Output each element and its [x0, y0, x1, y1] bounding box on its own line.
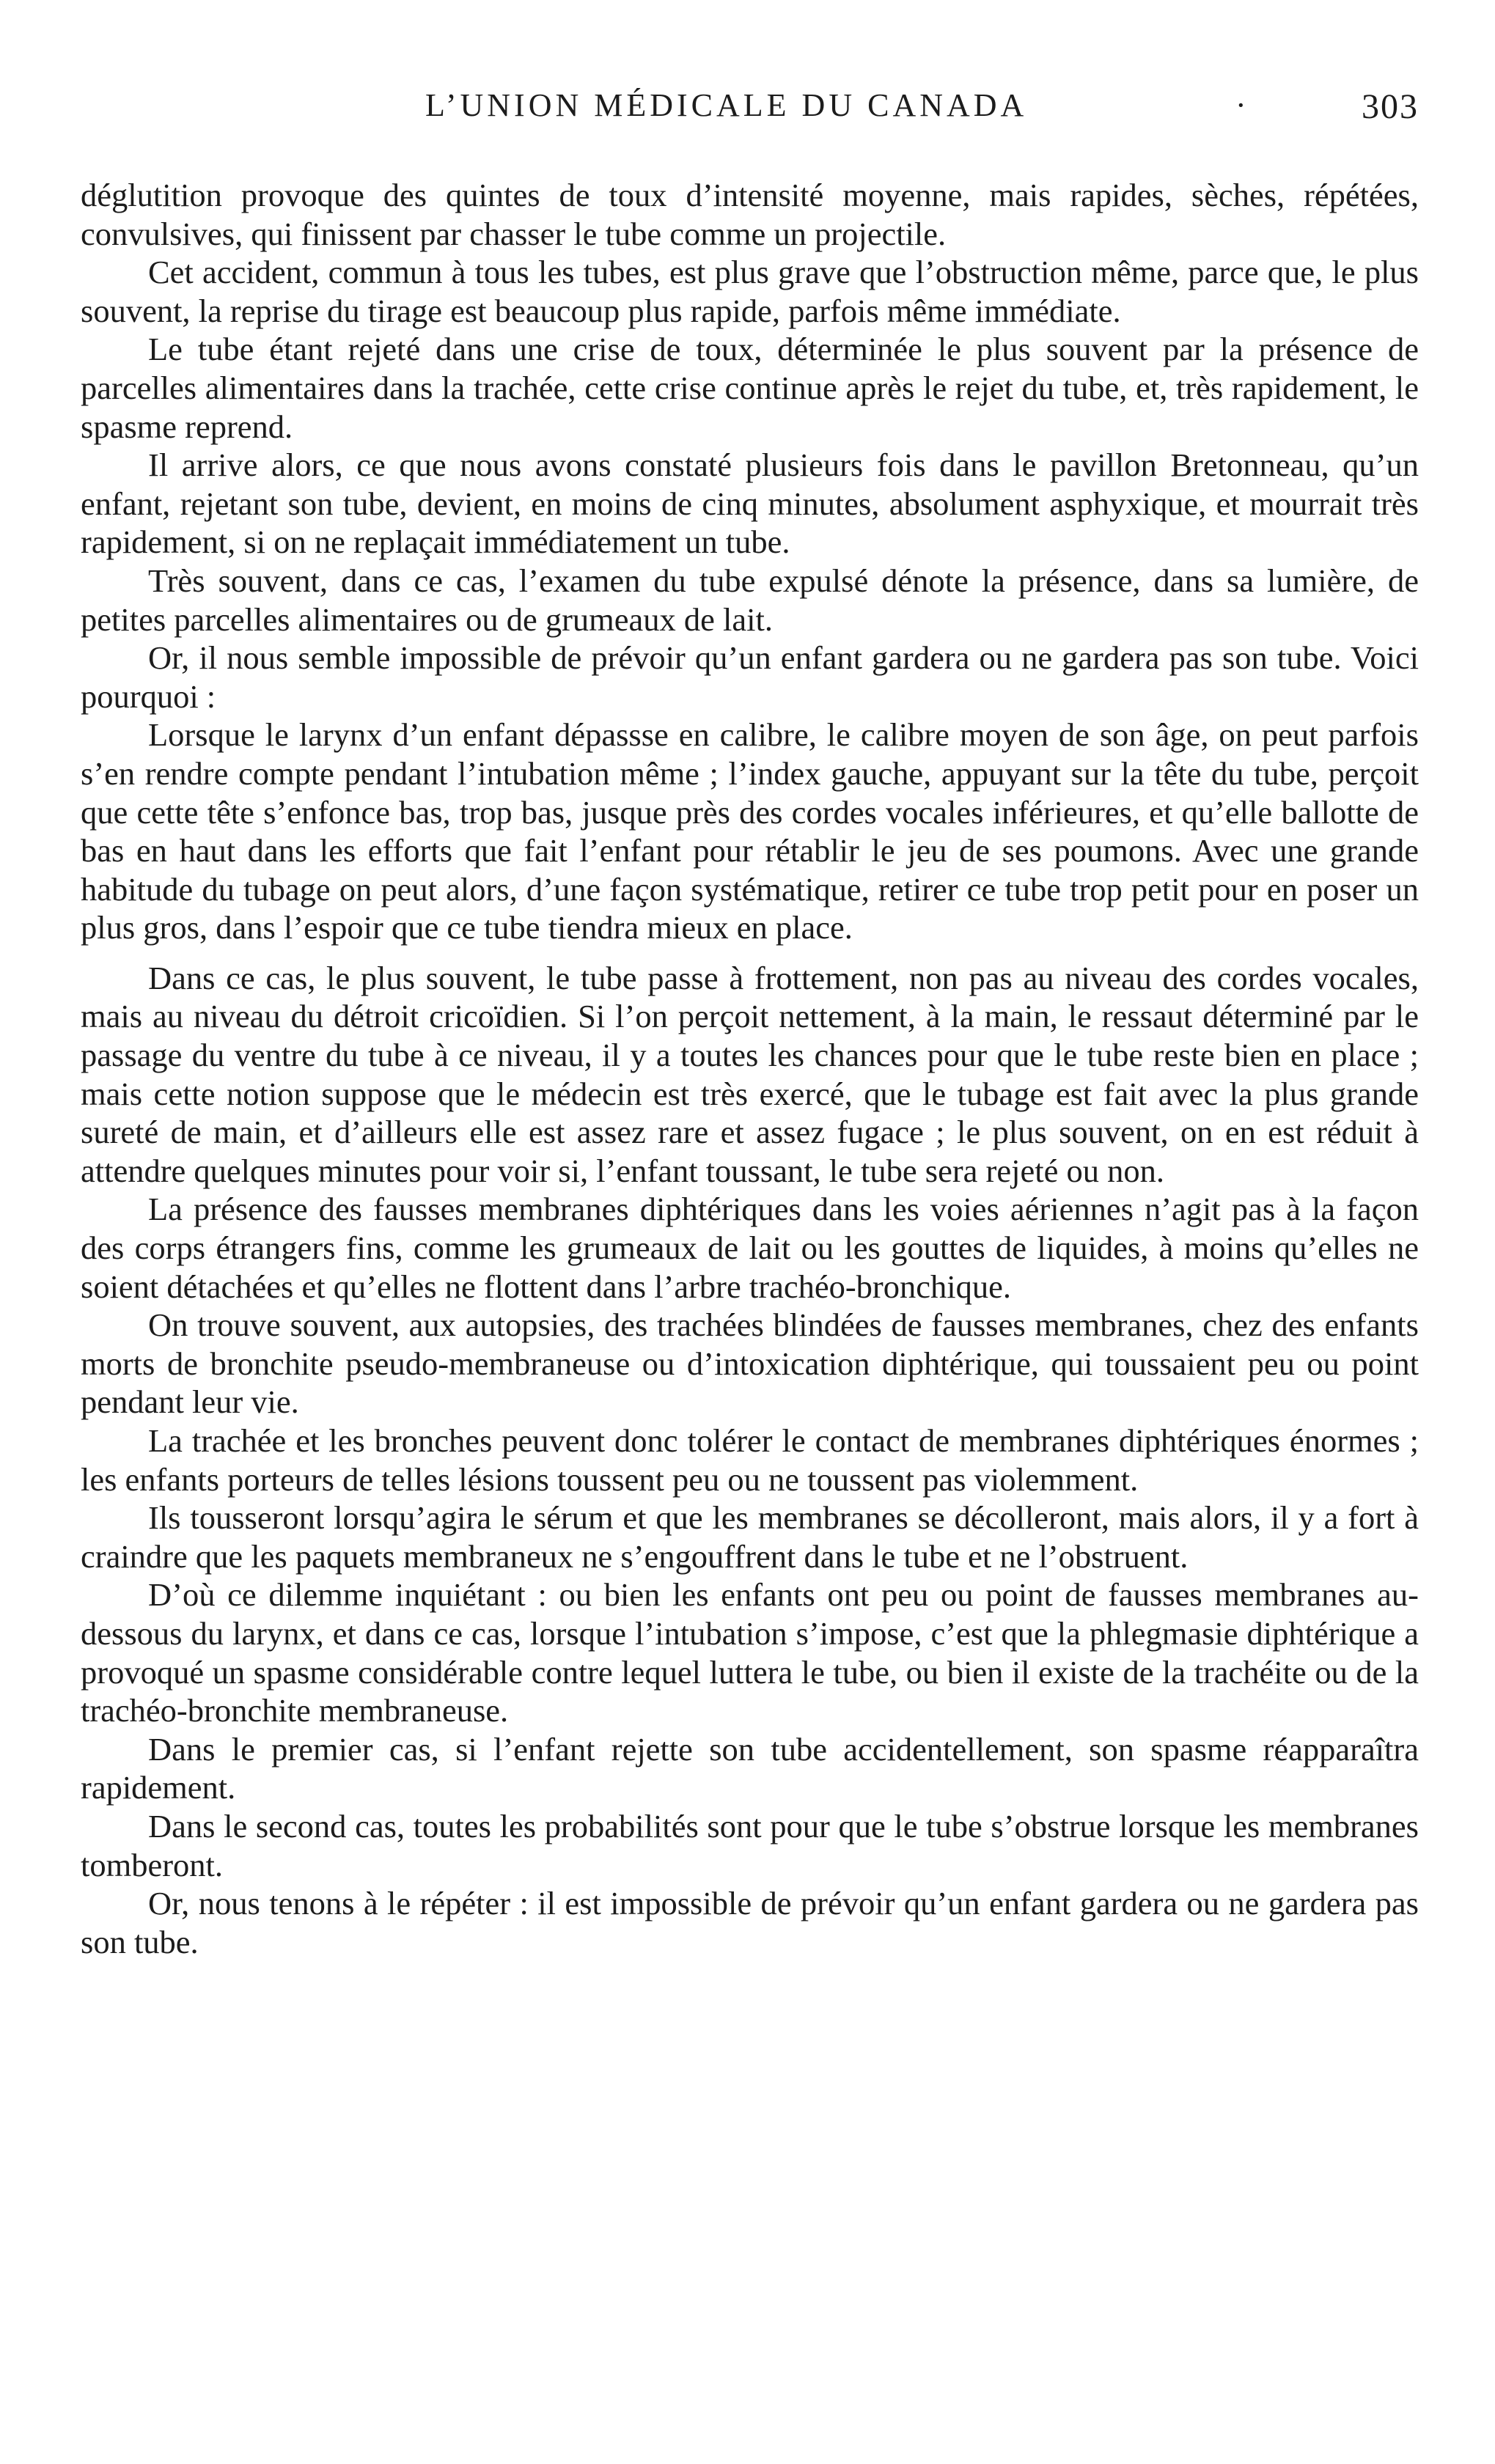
- document-page: [81, 0, 1419, 2464]
- paragraph-3: Le tube étant rejeté dans une crise de toux, déterminée le plus souvent par la présence de parcelles alimentaires dans la trachée, cette crise continue après le rejet du tube, et, très rapidement, le spasme reprend.: [81, 331, 1419, 445]
- paragraph-12: Ils tousseront lorsqu’agira le sérum et que les membranes se décolleront, mais alors, il y a fort à craindre que les paquets membraneux ne s’engouffrent dans le tube et ne l’obstruent.: [81, 1499, 1419, 1575]
- paragraph-7: Lorsque le larynx d’un enfant dépassse en calibre, le calibre moyen de son âge, on peut parfois s’en rendre compte pendant l’intubation même ; l’index gauche, appuyant sur la tête du tube, perçoit que cette tête s’enfonce bas, trop bas, jusque près des cordes vocales inférieures, et qu’elle ballotte de bas en haut dans les efforts que fait l’enfant pour rétablir le jeu de ses poumons. Avec une grande habitude du tubage on peut alors, d’une façon systématique, retirer ce tube trop petit pour en poser un plus gros, dans l’espoir que ce tube tiendra mieux en place.: [81, 716, 1419, 946]
- paragraph-10: On trouve souvent, aux autopsies, des trachées blindées de fausses membranes, chez des enfants morts de bronchite pseudo-membraneuse ou d’intoxication diphtérique, qui toussaient peu ou point pendant leur vie.: [81, 1306, 1419, 1421]
- page-header: [81, 87, 1419, 138]
- paragraph-6: Or, il nous semble impossible de prévoir qu’un enfant gardera ou ne gardera pas son tube. Voici pourquoi :: [81, 639, 1419, 715]
- paragraph-4: Il arrive alors, ce que nous avons constaté plusieurs fois dans le pavillon Bretonneau, qu’un enfant, rejetant son tube, devient, en moins de cinq minutes, absolument asphyxique, et mourrait très rapidement, si on ne replaçait immédiatement un tube.: [81, 446, 1419, 561]
- header-dot: ·: [1235, 87, 1246, 123]
- paragraph-2: Cet accident, commun à tous les tubes, est plus grave que l’obstruction même, parce que, le plus souvent, la reprise du tirage est beaucoup plus rapide, parfois même immédiate.: [81, 254, 1419, 329]
- paragraph-5: Très souvent, dans ce cas, l’examen du tube expulsé dénote la présence, dans sa lumière, de petites parcelles alimentaires ou de grumeaux de lait.: [81, 562, 1419, 638]
- paragraph-11: La trachée et les bronches peuvent donc tolérer le contact de membranes diphtériques énormes ; les enfants porteurs de telles lésions toussent peu ou ne toussent pas violemment.: [81, 1422, 1419, 1498]
- paragraph-14: Dans le premier cas, si l’enfant rejette son tube accidentellement, son spasme réapparaîtra rapidement.: [81, 1730, 1419, 1806]
- paragraph-1: déglutition provoque des quintes de toux d’intensité moyenne, mais rapides, sèches, répétées, convulsives, qui finissent par chasser le tube comme un projectile.: [81, 177, 1419, 252]
- paragraph-8: Dans ce cas, le plus souvent, le tube passe à frottement, non pas au niveau des cordes vocales, mais au niveau du détroit cricoïdien. Si l’on perçoit nettement, à la main, le ressaut déterminé par le passage du ventre du tube à ce niveau, il y a toutes les chances pour que le tube reste bien en place ; mais cette notion suppose que le médecin est très exercé, que le tubage est fait avec la plus grande sureté de main, et d’ailleurs elle est assez rare et assez fugace ; le plus souvent, on en est réduit à attendre quelques minutes pour voir si, l’enfant toussant, le tube sera rejeté ou non.: [81, 959, 1419, 1189]
- page-number: 303: [1362, 87, 1419, 126]
- paragraph-13: D’où ce dilemme inquiétant : ou bien les enfants ont peu ou point de fausses membranes au-dessous du larynx, et dans ce cas, lorsque l’intubation s’impose, c’est que la phlegmasie diphtérique a provoqué un spasme considérable contre lequel luttera le tube, ou bien il existe de la trachéite ou de la trachéo-bronchite membraneuse.: [81, 1576, 1419, 1729]
- paragraph-15: Dans le second cas, toutes les probabilités sont pour que le tube s’obstrue lorsque les membranes tomberont.: [81, 1807, 1419, 1883]
- paragraph-9: La présence des fausses membranes diphtériques dans les voies aériennes n’agit pas à la façon des corps étrangers fins, comme les grumeaux de lait ou les gouttes de liquides, à moins qu’elles ne soient détachées et qu’elles ne flottent dans l’arbre trachéo-bronchique.: [81, 1191, 1419, 1305]
- running-title: L’UNION MÉDICALE DU CANADA: [425, 87, 1028, 123]
- paragraph-16: Or, nous tenons à le répéter : il est impossible de prévoir qu’un enfant gardera ou ne gardera pas son tube.: [81, 1885, 1419, 1960]
- body-text: [81, 176, 1419, 1961]
